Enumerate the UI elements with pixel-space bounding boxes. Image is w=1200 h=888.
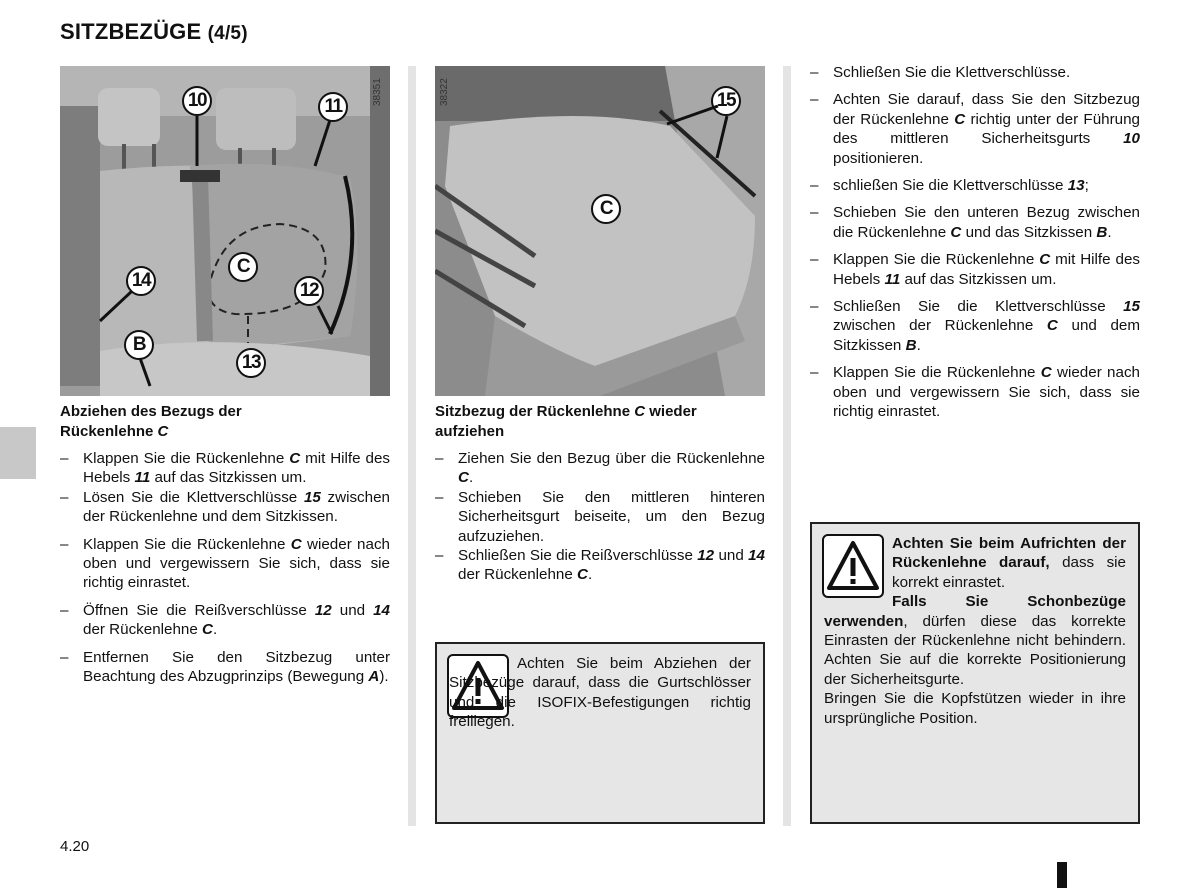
callout-14: 14	[126, 266, 156, 296]
column-divider	[783, 66, 791, 826]
warning-box-cover-removal	[435, 642, 765, 824]
warning-plain: dass sie korrekt einrastet.	[892, 554, 1126, 591]
reference-marker: 15	[1123, 298, 1140, 316]
heading-var: C	[634, 403, 646, 420]
step-text: Klappen Sie die Rückenlehne	[83, 535, 291, 553]
step-item	[60, 535, 390, 593]
step-text: Schieben Sie den unteren Bezug zwischen die Rückenlehne	[833, 204, 1140, 241]
step-text: zwischen der Rückenlehne und dem Sitzkissen.	[83, 488, 390, 526]
callout-b: B	[124, 330, 154, 360]
step-text: Achten Sie darauf, dass Sie den Sitzbezug der Rückenlehne	[833, 91, 1140, 128]
col2-heading	[435, 402, 765, 441]
step-item	[435, 546, 765, 585]
step-text: schließen Sie die Klettverschlüsse	[833, 177, 1068, 195]
col3-steps	[810, 63, 1140, 430]
step-text: Schließen Sie die Reißverschlüsse	[458, 547, 698, 565]
step-item	[435, 488, 765, 546]
callout-10: 10	[182, 86, 212, 116]
column-divider	[408, 66, 416, 826]
step-item	[60, 648, 390, 687]
callout-c: C	[228, 252, 258, 282]
reference-marker: B	[1096, 223, 1108, 241]
warning-bold: Achten Sie beim Aufrichten der Rückenlehne darauf,	[892, 535, 1126, 572]
heading-text: aufziehen	[435, 422, 505, 440]
reference-marker: C	[1046, 317, 1058, 335]
step-item	[60, 449, 390, 488]
heading-text: Sitzbezug der Rückenlehne	[435, 403, 631, 420]
warning-plain: , dürfen diese das korrekte Einrasten der Rückenlehne nicht behindern. Achten Sie auf die korrekte Positionierung der Sicherheitsgurte.	[824, 612, 1126, 688]
step-text: ;	[1084, 177, 1089, 195]
heading-text: Rückenlehne	[60, 422, 154, 440]
step-text: der Rückenlehne	[458, 566, 578, 584]
step-text: Schließen Sie die Klettverschlüsse	[833, 298, 1124, 316]
step-text: Entfernen Sie den Sitzbezug unter Beachtung des Abzugprinzips (Bewegung	[83, 648, 390, 686]
step-text: der Rückenlehne	[83, 621, 203, 639]
reference-marker: 13	[1067, 177, 1085, 195]
reference-marker: 10	[1123, 130, 1140, 148]
step-text: .	[916, 336, 921, 354]
reference-marker: 14	[748, 547, 765, 565]
step-item	[60, 601, 390, 640]
reference-marker: C	[290, 535, 302, 553]
step-text: und dem Sitzkissen	[833, 317, 1141, 354]
reference-marker: B	[905, 336, 917, 354]
reference-marker: 14	[373, 601, 390, 619]
step-text: positionieren.	[833, 149, 924, 167]
step-item	[810, 297, 1140, 355]
chapter-tab	[0, 427, 36, 479]
step-item	[810, 203, 1140, 242]
step-text: Ziehen Sie den Bezug über die Rückenlehne	[458, 450, 765, 467]
warning-text	[824, 534, 1126, 728]
warning-box-backrest	[810, 522, 1140, 824]
step-item	[60, 488, 390, 527]
step-text: Klappen Sie die Rückenlehne	[833, 251, 1040, 269]
heading-text: Abziehen des Bezugs der	[60, 403, 242, 420]
reference-marker: C	[950, 223, 962, 241]
heading-text: wieder	[649, 403, 697, 420]
reference-marker: 15	[303, 488, 321, 506]
step-item	[810, 63, 1140, 82]
reference-marker: 11	[884, 270, 901, 288]
step-item	[810, 250, 1140, 289]
step-item	[810, 90, 1140, 168]
reference-marker: C	[1039, 251, 1051, 269]
figure-reference: 38322	[439, 78, 450, 106]
step-text: mit Hilfe des Hebels	[83, 450, 390, 487]
callout-15: 15	[711, 86, 741, 116]
warning-para-3: Bringen Sie die Kopfstützen wieder in ihre ursprüngliche Position.	[824, 690, 1126, 727]
reference-marker: C	[202, 621, 214, 639]
figure-reference: 38351	[372, 78, 383, 106]
step-text: Klappen Sie die Rückenlehne	[833, 364, 1041, 382]
step-text: Schließen Sie die Klettverschlüsse.	[833, 64, 1071, 81]
figure-rear-seat	[60, 66, 390, 396]
step-item	[435, 449, 765, 488]
col1-heading	[60, 402, 390, 441]
leader-lines	[60, 66, 390, 396]
figure-folded-backrest	[435, 66, 765, 396]
step-text: .	[1107, 223, 1112, 241]
reference-marker: 11	[134, 469, 151, 487]
warning-para-2	[824, 592, 1126, 689]
step-text: auf das Sitzkissen um.	[150, 469, 307, 487]
step-text: .	[468, 469, 474, 487]
reference-marker: 12	[697, 547, 715, 565]
warning-para-1	[824, 534, 1126, 592]
reference-marker: C	[458, 469, 469, 487]
step-item	[810, 176, 1140, 195]
step-text: Öffnen Sie die Reißverschlüsse	[83, 601, 315, 619]
heading-var: C	[157, 422, 169, 440]
page-corner-mark	[1057, 862, 1067, 888]
warning-bold: Falls Sie Schonbezüge verwenden	[824, 593, 1126, 630]
reference-marker: C	[1040, 364, 1052, 382]
step-text: richtig unter der Führung des mittleren Sicherheitsgurts	[833, 110, 1140, 148]
step-text: und	[331, 601, 374, 619]
step-text: mit Hilfe des Hebels	[833, 251, 1140, 288]
step-text: zwischen der Rückenlehne	[833, 317, 1047, 335]
page-title	[60, 19, 248, 45]
step-text: auf das Sitzkissen um.	[900, 270, 1057, 288]
step-text: Klappen Sie die Rückenlehne	[83, 450, 290, 467]
step-text: wieder nach oben und vergewissern Sie sich, dass sie richtig einrastet.	[833, 364, 1140, 421]
page-number: 4.20	[60, 838, 90, 855]
step-text: Schieben Sie den mittleren hinteren Sicherheitsgurt beiseite, um den Bezug aufzuziehen.	[458, 488, 765, 545]
col2-steps	[435, 449, 765, 593]
callout-c: C	[591, 194, 621, 224]
step-text: wieder nach oben und vergewissern Sie sich, dass sie richtig einrastet.	[83, 535, 390, 592]
reference-marker: 12	[314, 601, 332, 619]
step-text: .	[213, 621, 218, 639]
leader-lines	[435, 66, 765, 396]
step-text: und	[714, 547, 749, 565]
reference-marker: A	[368, 668, 380, 686]
page-title-text: SITZBEZÜGE	[60, 19, 202, 44]
warning-text: Achten Sie beim Abziehen der Sitzbezüge darauf, dass die Gurtschlösser und die ISOFIX-Befestigungen richtig freiliegen.	[449, 655, 751, 731]
step-item	[810, 363, 1140, 421]
col1-steps	[60, 449, 390, 694]
reference-marker: C	[577, 566, 589, 584]
callout-12: 12	[294, 276, 324, 306]
step-text: und das Sitzkissen	[961, 223, 1097, 241]
reference-marker: C	[954, 110, 966, 128]
step-text: .	[588, 566, 593, 584]
step-text: ).	[379, 668, 389, 686]
step-text: Lösen Sie die Klettverschlüsse	[83, 488, 304, 506]
page-title-suffix: (4/5)	[207, 23, 248, 44]
reference-marker: C	[289, 450, 301, 467]
callout-11: 11	[318, 92, 348, 122]
callout-13: 13	[236, 348, 266, 378]
